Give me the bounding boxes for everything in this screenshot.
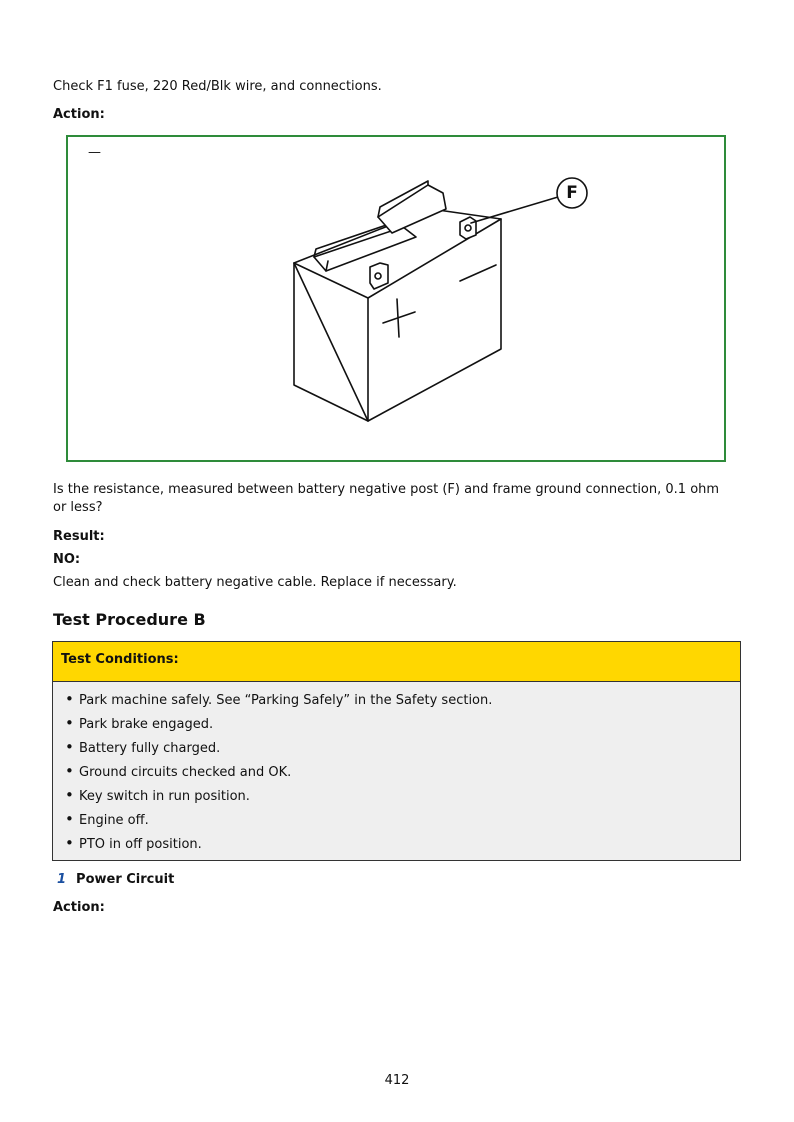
test-conditions-list — [53, 682, 740, 856]
list-item: • Park machine safely. See “Parking Safely” in the Safety section. — [65, 688, 740, 712]
test-conditions-box — [52, 641, 741, 861]
list-item: • Key switch in run position. — [65, 784, 740, 808]
list-item: • Park brake engaged. — [65, 712, 740, 736]
callout-label-f: F — [566, 183, 578, 203]
list-item: • Engine off. — [65, 808, 740, 832]
question-text: Is the resistance, measured between battery negative post (F) and frame ground connection, 0.1 ohm or less? — [53, 482, 720, 515]
test-conditions-header: Test Conditions: — [53, 642, 740, 682]
list-item: • Ground circuits checked and OK. — [65, 760, 740, 784]
no-answer-text: Clean and check battery negative cable. Replace if necessary. — [53, 575, 457, 590]
list-item: • Battery fully charged. — [65, 736, 740, 760]
list-item: • PTO in off position. — [65, 832, 740, 856]
step-heading — [57, 871, 174, 889]
step-number: 1 — [57, 872, 67, 887]
bullet-icon: • — [65, 786, 74, 804]
result-label: Result: — [53, 529, 105, 544]
bullet-icon: • — [65, 738, 74, 756]
bullet-icon: • — [65, 810, 74, 828]
bullet-icon: • — [65, 834, 74, 852]
action-label: Action: — [53, 107, 105, 122]
no-label: NO: — [53, 552, 81, 567]
bullet-icon: • — [65, 714, 74, 732]
intro-text: Check F1 fuse, 220 Red/Blk wire, and connections. — [53, 79, 382, 94]
battery-figure — [66, 135, 726, 462]
section-title: Test Procedure B — [53, 610, 206, 629]
bullet-icon: • — [65, 690, 74, 708]
step-title: Power Circuit — [76, 872, 175, 887]
page-number: 412 — [384, 1073, 410, 1088]
figure-dash-mark: — — [88, 145, 101, 160]
battery-illustration — [68, 137, 724, 460]
action-label-2: Action: — [53, 900, 105, 915]
bullet-icon: • — [65, 762, 74, 780]
